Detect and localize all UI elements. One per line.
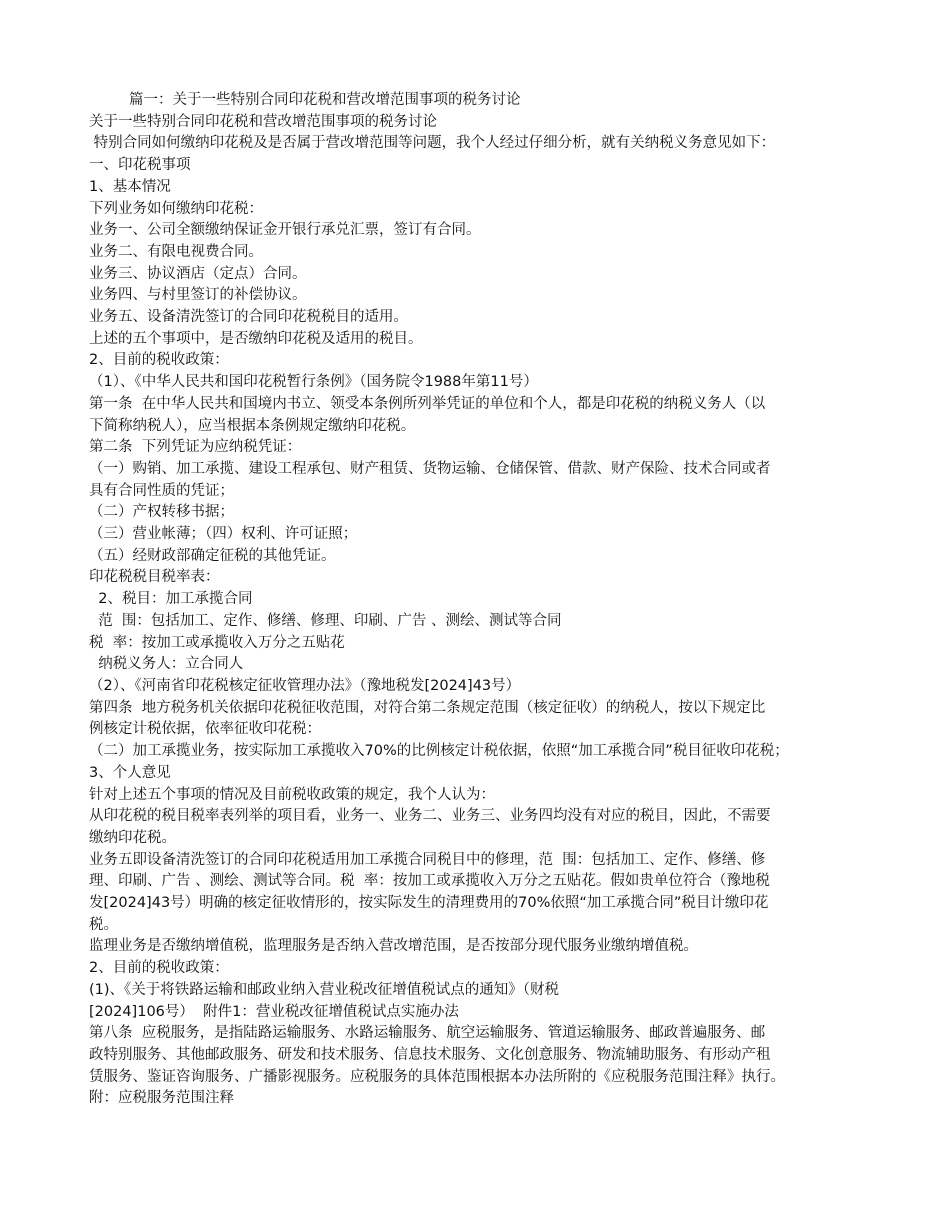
document-line: 1、基本情况 — [89, 178, 171, 195]
document-page — [89, 90, 879, 1110]
document-line: 业务五、设备清洗签订的合同印花税税目的适用。 — [89, 309, 408, 326]
document-line: 关于一些特别合同印花税和营改增范围事项的税务讨论 — [89, 113, 437, 130]
document-line: 缴纳印花税。 — [89, 829, 176, 846]
document-line: 范 围：包括加工、定作、修缮、修理、印刷、广告 、测绘、测试等合同 — [89, 612, 562, 629]
document-line: 第一条 在中华人民共和国境内书立、领受本条例所列举凭证的单位和个人，都是印花税的纳税义务人（以 — [89, 395, 766, 412]
document-line: 特别合同如何缴纳印花税及是否属于营改增范围等问题，我个人经过仔细分析，就有关纳税义务意见如下： — [89, 135, 776, 152]
document-line: 发[2024]43号）明确的核定征收情形的，按实际发生的清理费用的70%依照“加工承揽合同”税目计缴印花 — [89, 895, 769, 912]
document-line: 例核定计税依据，依率征收印花税： — [89, 721, 321, 738]
document-line: 业务三、协议酒店（定点）合同。 — [89, 265, 307, 282]
document-line: （2）、《河南省印花税核定征收管理办法》（豫地税发[2024]43号） — [89, 677, 521, 694]
document-line: 附：应税服务范围注释 — [89, 1090, 234, 1107]
document-line: 业务一、公司全额缴纳保证金开银行承兑汇票，签订有合同。 — [89, 222, 481, 239]
document-line: 2、目前的税收政策： — [89, 960, 229, 977]
document-line: 下简称纳税人），应当根据本条例规定缴纳印花税。 — [89, 417, 416, 434]
document-line: 第四条 地方税务机关依据印花税征收范围，对符合第二条规定范围（核定征收）的纳税人，按以下规定比 — [89, 699, 766, 716]
document-line: 上述的五个事项中，是否缴纳印花税及适用的税目。 — [89, 330, 423, 347]
document-line: 业务四、与村里签订的补偿协议。 — [89, 287, 307, 304]
document-line: 理、印刷、广告 、测绘、测试等合同。税 率：按加工或承揽收入万分之五贴花。假如贵单位符合（豫地税 — [89, 873, 770, 890]
document-line: 下列业务如何缴纳印花税： — [89, 200, 263, 217]
document-line: 一、印花税事项 — [89, 157, 191, 174]
document-line: 从印花税的税目税率表列举的项目看，业务一、业务二、业务三、业务四均没有对应的税目，因此，不需要 — [89, 808, 771, 825]
document-line: （三）营业帐薄；（四）权利、许可证照； — [89, 526, 358, 543]
document-line: 第八条 应税服务，是指陆路运输服务、水路运输服务、航空运输服务、管道运输服务、邮政普遍服务、邮 — [89, 1025, 766, 1042]
document-line: 3、个人意见 — [89, 764, 171, 781]
document-line: 政特别服务、其他邮政服务、研发和技术服务、信息技术服务、文化创意服务、物流辅助服务、有形动产租 — [89, 1046, 771, 1063]
document-line: 印花税税目税率表： — [89, 569, 220, 586]
document-line: 2、税目：加工承揽合同 — [89, 591, 253, 608]
document-line: 业务五即设备清洗签订的合同印花税适用加工承揽合同税目中的修理，范 围：包括加工、定作、修缮、修 — [89, 851, 766, 868]
document-heading: 篇一：关于一些特别合同印花税和营改增范围事项的税务讨论 — [129, 92, 521, 108]
document-line: 赁服务、鉴证咨询服务、广播影视服务。应税服务的具体范围根据本办法所附的《应税服务范围注释》执行。 — [89, 1068, 785, 1085]
document-line: 纳税义务人：立合同人 — [89, 656, 244, 673]
document-line: 具有合同性质的凭证； — [89, 482, 234, 499]
document-line: （五）经财政部确定征税的其他凭证。 — [89, 547, 336, 564]
document-line: 业务二、有限电视费合同。 — [89, 243, 263, 260]
document-line: （二）产权转移书据； — [89, 504, 234, 521]
document-line: （1）、《中华人民共和国印花税暂行条例》（国务院令1988年第11号） — [89, 374, 538, 391]
document-line: （二）加工承揽业务，按实际加工承揽收入70%的比例核定计税依据，依照“加工承揽合同”税目征收印花税； — [89, 743, 789, 760]
document-line: 针对上述五个事项的情况及目前税收政策的规定，我个人认为： — [89, 786, 495, 803]
document-line: (1)、《关于将铁路运输和邮政业纳入营业税改征增值税试点的通知》（财税 — [89, 981, 560, 998]
document-line: （一）购销、加工承揽、建设工程承包、财产租赁、货物运输、仓储保管、借款、财产保险、技术合同或者 — [89, 460, 771, 477]
document-line: 2、目前的税收政策： — [89, 352, 229, 369]
document-line: 监理业务是否缴纳增值税，监理服务是否纳入营改增范围，是否按部分现代服务业缴纳增值税。 — [89, 938, 698, 955]
document-line: 税 率：按加工或承揽收入万分之五贴花 — [89, 634, 345, 651]
document-line: 税。 — [89, 916, 118, 933]
document-line: 第二条 下列凭证为应纳税凭证： — [89, 439, 302, 456]
document-line: [2024]106号） 附件1：营业税改征增值税试点实施办法 — [89, 1003, 459, 1020]
